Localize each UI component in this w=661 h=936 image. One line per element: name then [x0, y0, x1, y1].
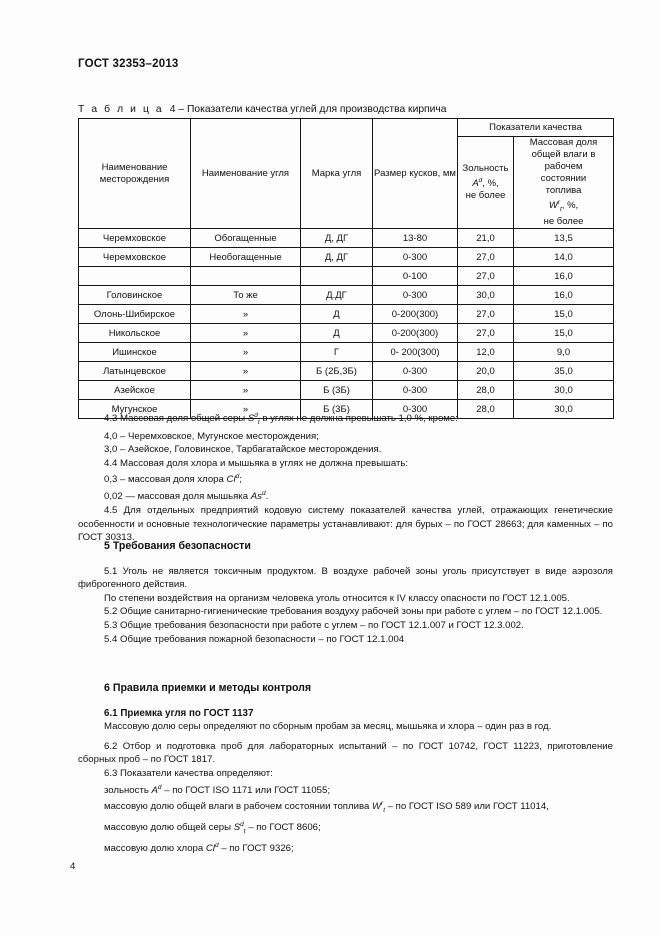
header-ash-label: Зольность	[462, 162, 509, 174]
header-coal-name: Наименование угля	[191, 119, 301, 229]
cell-coal-name: »	[191, 400, 301, 419]
cell-deposit: Олонь-Шибирское	[79, 305, 191, 324]
paragraph-5-3: 5.3 Общие требования безопасности при работе с углем – по ГОСТ 12.1.007 и ГОСТ 12.3.002.	[104, 619, 524, 631]
p63-a-superscript: d	[157, 783, 162, 791]
p44-item1-after: ;	[239, 474, 242, 486]
cell-coal-name: »	[191, 324, 301, 343]
cell-size: 0-100	[373, 267, 458, 286]
paragraph-4-3-item-1: 4,0 – Черемховское, Мугунское месторождения;	[104, 430, 319, 442]
cell-ash: 27,0	[458, 305, 514, 324]
cell-grade: Б (2Б,3Б)	[301, 362, 373, 381]
p63-c-before: массовую долю общей серы	[104, 822, 234, 834]
header-total-moisture	[514, 137, 614, 229]
cell-moisture: 30,0	[514, 381, 614, 400]
table-row	[79, 343, 614, 362]
cell-grade: Д, ДГ	[301, 229, 373, 248]
cell-moisture: 30,0	[514, 400, 614, 419]
cell-ash: 12,0	[458, 343, 514, 362]
section-6-heading: 6 Правила приемки и методы контроля	[104, 682, 312, 694]
cell-moisture: 9,0	[514, 343, 614, 362]
p63-c-superscript: d	[240, 821, 244, 829]
header-moisture-subscript: t	[559, 206, 562, 214]
paragraph-4-3-item-2: 3,0 – Азейское, Головинское, Тарбагатайское месторождения.	[104, 444, 382, 456]
cell-moisture: 16,0	[514, 286, 614, 305]
paragraph-6-1: Массовую долю серы определяют по сборным пробам за месяц, мышьяка и хлора – один раз в год.	[104, 721, 552, 733]
header-moisture-units: , %,	[561, 200, 579, 212]
cell-coal-name: »	[191, 362, 301, 381]
cell-size: 0-300	[373, 400, 458, 419]
header-ash-limit: не более	[465, 190, 506, 202]
cell-size: 0-200(300)	[373, 305, 458, 324]
cell-coal-name	[191, 267, 301, 286]
cell-coal-name: »	[191, 305, 301, 324]
table-row	[79, 267, 614, 286]
table-row	[79, 286, 614, 305]
cell-deposit: Ишинское	[79, 343, 191, 362]
header-ash-content	[458, 137, 514, 229]
p63-c-after: – по ГОСТ 8606;	[245, 822, 321, 834]
cell-ash: 27,0	[458, 324, 514, 343]
p43-subscript: t	[257, 419, 260, 427]
p44-item1-symbol: Cl	[226, 474, 236, 486]
cell-moisture: 35,0	[514, 362, 614, 381]
p44-item2-symbol: As	[250, 491, 262, 503]
cell-coal-name: »	[191, 381, 301, 400]
header-ash-superscript: d	[478, 176, 483, 184]
cell-ash: 28,0	[458, 381, 514, 400]
p43-superscript: d	[254, 412, 258, 419]
p63-b-superscript: r	[381, 800, 384, 808]
cell-moisture: 13,5	[514, 229, 614, 248]
p63-c-symbol: S	[233, 822, 241, 834]
table-row	[79, 248, 614, 267]
paragraph-4-4: 4.4 Массовая доля хлора и мышьяка в углях не должна превышать:	[104, 457, 409, 469]
cell-grade	[301, 267, 373, 286]
paragraph-5-1-b: По степени воздействия на организм человека уголь относится к IV классу опасности по ГОСТ 12.1.005.	[104, 592, 570, 604]
header-deposit-name: Наименование месторождения	[79, 119, 191, 229]
cell-ash: 21,0	[458, 229, 514, 248]
p63-a-symbol: A	[151, 784, 158, 796]
paragraph-6-2: 6.2 Отбор и подготовка проб для лабораторных испытаний – по ГОСТ 10742, ГОСТ 11223, приготовление сборных проб – по ГОСТ 1817.	[78, 740, 613, 766]
table-row	[79, 229, 614, 248]
header-moisture-line4: состоянии	[540, 173, 587, 184]
quality-indicators-table	[78, 118, 614, 419]
cell-grade: Д, ДГ	[301, 248, 373, 267]
header-moisture-symbol: W	[548, 200, 558, 212]
cell-deposit: Мугунское	[79, 400, 191, 419]
cell-coal-name: Обогащенные	[191, 229, 301, 248]
paragraph-4-4-item-2	[78, 487, 613, 504]
table-body	[79, 229, 614, 419]
cell-grade: Б (3Б)	[301, 381, 373, 400]
cell-ash: 27,0	[458, 267, 514, 286]
table-row	[79, 381, 614, 400]
cell-size: 0-300	[373, 362, 458, 381]
section-4-notes	[78, 409, 613, 545]
table-row	[79, 362, 614, 381]
p43-text-before: 4.3 Массовая доля общей серы	[104, 413, 248, 425]
cell-moisture: 15,0	[514, 305, 614, 324]
p44-item2-superscript: d	[261, 490, 266, 498]
cell-size: 0- 200(300)	[373, 343, 458, 362]
cell-grade: Б (3Б)	[301, 400, 373, 419]
cell-size: 0-300	[373, 381, 458, 400]
header-quality-indicators-group: Показатели качества	[458, 119, 614, 137]
cell-ash: 30,0	[458, 286, 514, 305]
quality-indicators-table-wrapper	[78, 118, 613, 419]
header-moisture-limit: не более	[543, 216, 584, 228]
document-standard-header: ГОСТ 32353–2013	[78, 58, 179, 70]
cell-grade: Д	[301, 305, 373, 324]
paragraph-6-3-item-chlorine	[78, 839, 613, 856]
table-caption	[78, 104, 446, 115]
page-number: 4	[70, 861, 76, 872]
cell-ash: 27,0	[458, 248, 514, 267]
paragraph-6-3: 6.3 Показатели качества определяют:	[104, 767, 273, 779]
paragraph-5-1: 5.1 Уголь не является токсичным продуктом. В воздухе рабочей зоны уголь присутствует в виде аэрозоля фиброгенного действия.	[78, 565, 613, 591]
section-6	[78, 682, 613, 856]
p63-b-after: – по ГОСТ ISO 589 или ГОСТ 11014,	[385, 801, 549, 813]
table-header-row-1	[79, 119, 614, 137]
cell-size: 0-300	[373, 286, 458, 305]
header-moisture-line3: рабочем	[544, 161, 583, 172]
cell-grade: Д.ДГ	[301, 286, 373, 305]
header-moisture-line5: топлива	[545, 185, 582, 196]
p44-item2-after: .	[265, 491, 269, 503]
cell-deposit: Латынцевское	[79, 362, 191, 381]
section-5-heading: 5 Требования безопасности	[104, 540, 251, 552]
p63-b-before: массовую долю общей влаги в рабочем состоянии топлива	[104, 801, 372, 813]
cell-coal-name: Необогащенные	[191, 248, 301, 267]
p63-a-after: – по ГОСТ ISO 1171 или ГОСТ 11055;	[161, 784, 331, 796]
section-5	[78, 540, 613, 646]
p63-c-subscript: t	[243, 828, 246, 836]
p63-d-symbol: Cl	[205, 842, 215, 854]
p63-d-before: массовую долю хлора	[104, 842, 206, 854]
cell-ash: 20,0	[458, 362, 514, 381]
table-caption-title: Показатели качества углей для производства кирпича	[186, 104, 447, 115]
paragraph-6-3-item-sulfur	[78, 818, 613, 839]
cell-moisture: 15,0	[514, 324, 614, 343]
cell-deposit: Черемховское	[79, 229, 191, 248]
cell-grade: Г	[301, 343, 373, 362]
cell-deposit: Головинское	[79, 286, 191, 305]
p63-d-after: – по ГОСТ 9326;	[218, 842, 294, 854]
p44-item1-before: 0,3 – массовая доля хлора	[104, 474, 227, 486]
cell-moisture: 16,0	[514, 267, 614, 286]
p63-a-before: зольность	[104, 784, 152, 796]
cell-coal-name: То же	[191, 286, 301, 305]
cell-coal-name: »	[191, 343, 301, 362]
header-moisture-superscript: r	[557, 199, 560, 206]
cell-deposit: Азейское	[79, 381, 191, 400]
header-moisture-line1: Массовая доля	[529, 137, 598, 148]
header-ash-units: , %,	[482, 178, 499, 190]
p63-d-superscript: d	[214, 841, 219, 849]
paragraph-6-3-item-moisture	[78, 797, 613, 818]
cell-deposit	[79, 267, 191, 286]
table-caption-word: Т а б л и ц а	[78, 104, 164, 115]
cell-grade: Д	[301, 324, 373, 343]
table-row	[79, 324, 614, 343]
table-row	[79, 305, 614, 324]
cell-size: 0-200(300)	[373, 324, 458, 343]
paragraph-4-5: 4.5 Для отдельных предприятий кодовую систему показателей качества углей, отражающих генетические особенности и основные технологические параметры устанавливают: для бурых – по ГОСТ 28663; для каменных – по ГОСТ 30313.	[78, 505, 613, 544]
paragraph-4-3	[78, 409, 613, 430]
header-lump-size: Размер кусков, мм	[373, 119, 458, 229]
paragraph-4-4-item-1	[78, 470, 613, 487]
paragraph-5-4: 5.4 Общие требования пожарной безопасности – по ГОСТ 12.1.004	[104, 633, 405, 645]
header-coal-grade: Марка угля	[301, 119, 373, 229]
p43-symbol: S	[247, 413, 255, 425]
cell-deposit: Черемховское	[79, 248, 191, 267]
cell-deposit: Никольское	[79, 324, 191, 343]
cell-size: 13-80	[373, 229, 458, 248]
p63-b-subscript: t	[383, 807, 385, 815]
table-caption-number: 4	[169, 104, 176, 115]
cell-moisture: 14,0	[514, 248, 614, 267]
p63-b-symbol: W	[371, 801, 382, 813]
cell-ash: 28,0	[458, 400, 514, 419]
header-ash-symbol: A	[472, 178, 479, 190]
table-caption-dash: –	[178, 104, 185, 115]
cell-size: 0-300	[373, 248, 458, 267]
paragraph-6-3-item-ash	[78, 781, 613, 798]
subsection-6-1-heading: 6.1 Приемка угля по ГОСТ 1137	[104, 707, 254, 719]
p43-text-after: в углях не должна превышать 1,0 %, кроме:	[259, 413, 458, 425]
paragraph-5-2: 5.2 Общие санитарно-гигиенические требования воздуху рабочей зоны при работе с углем – по ГОСТ 12.1.005.	[104, 606, 603, 618]
table-head	[79, 119, 614, 229]
p44-item1-superscript: d	[235, 473, 240, 481]
p44-item2-before: 0,02 — массовая доля мышьяка	[104, 491, 251, 503]
header-moisture-line2: общей влаги в	[531, 149, 596, 160]
